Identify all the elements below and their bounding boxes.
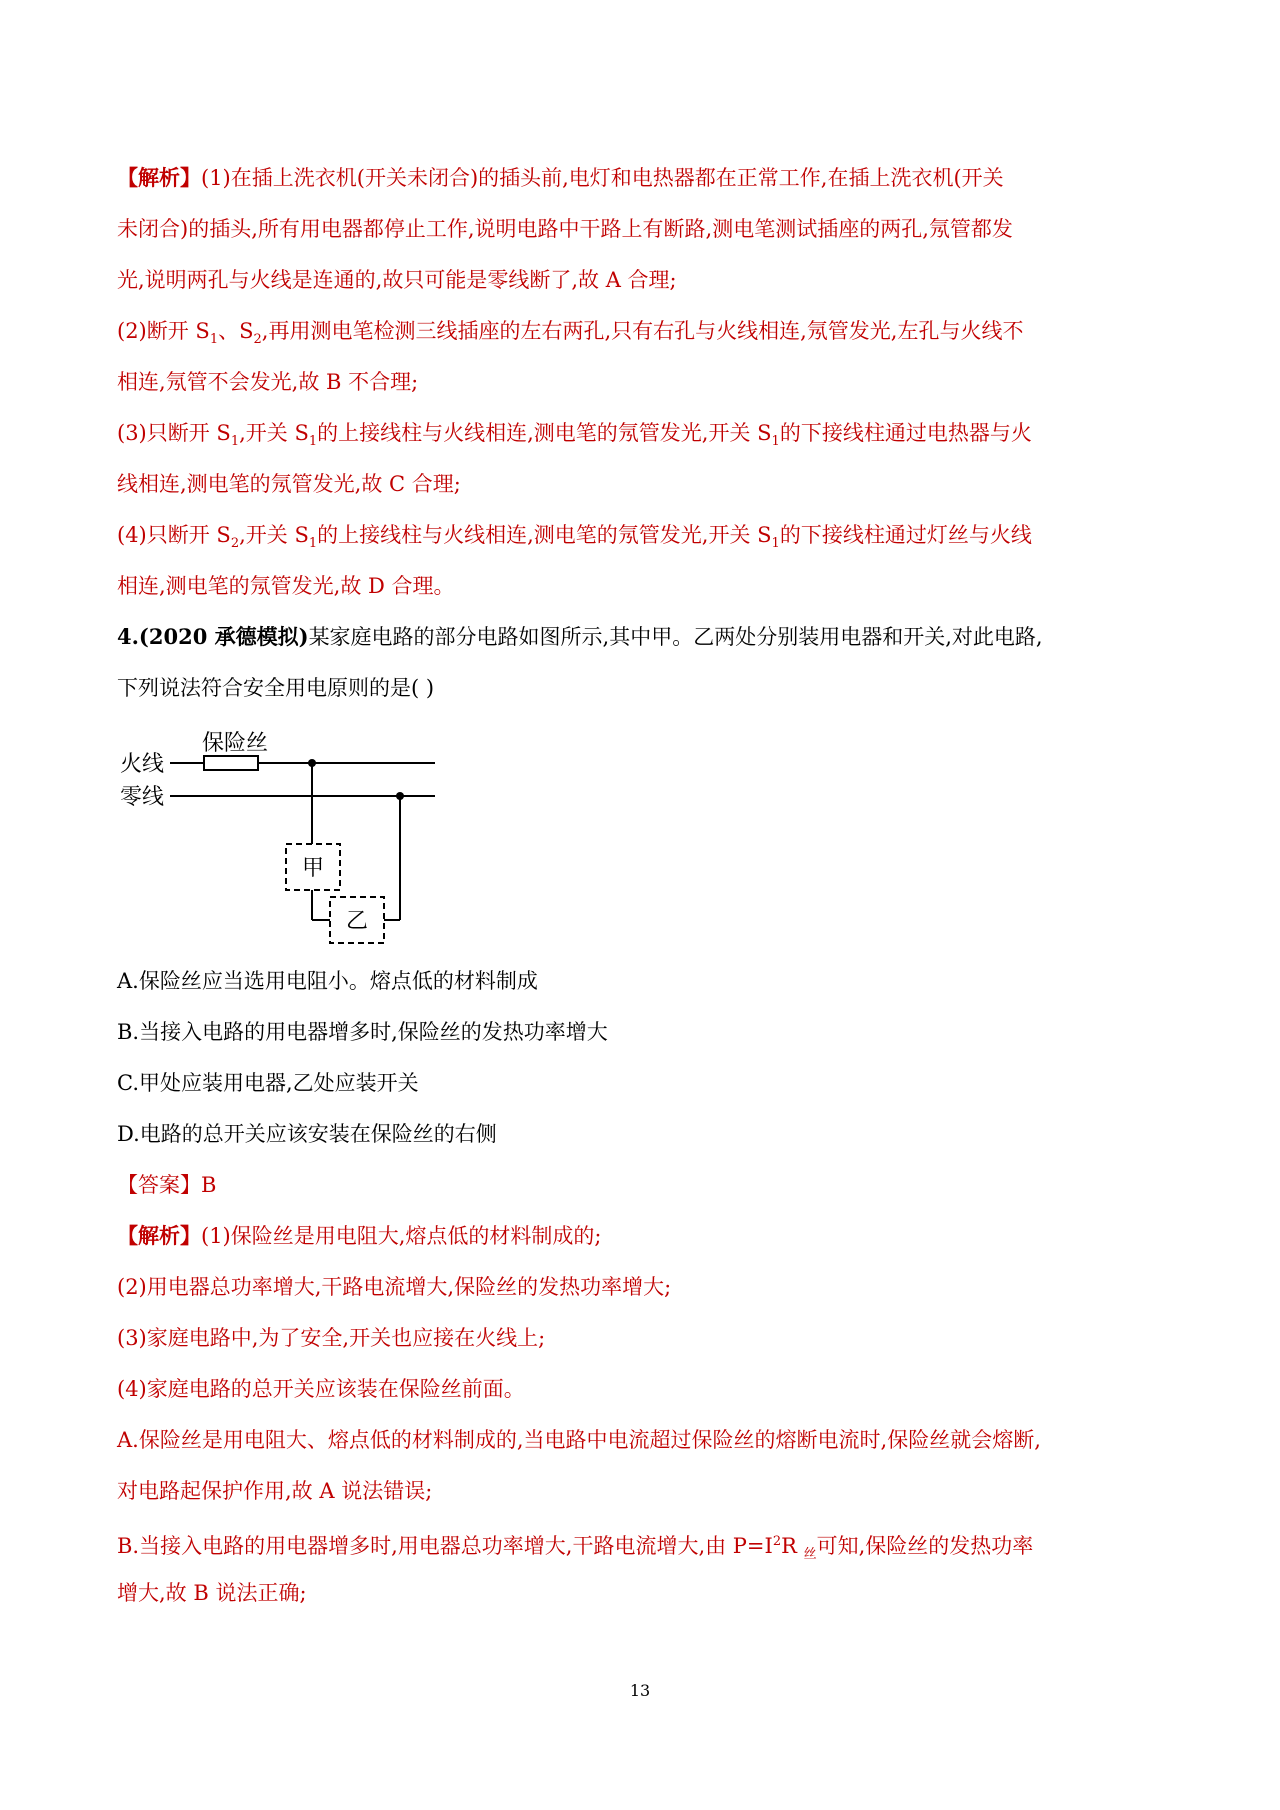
solution-line: 对电路起保护作用,故 A 说法错误;: [117, 1479, 433, 1503]
solution-line: (2)断开 $S_1$、$S_2$,再用测电笔检测三线插座的左右两孔,只有右孔与火线相连,氖管发光,左孔与火线不: [117, 319, 1024, 347]
question-4-line: 下列说法符合安全用电原则的是( ): [117, 676, 435, 700]
solution-line: 相连,氖管不会发光,故 B 不合理;: [117, 370, 419, 394]
solution-line: 相连,测电笔的氖管发光,故 D 合理。: [117, 574, 455, 598]
junction-dot: [308, 759, 316, 767]
junction-dot: [396, 792, 404, 800]
live-wire-label: 火线: [120, 752, 165, 777]
analysis-tag: 【解析】: [117, 165, 201, 190]
solution-line: B.当接入电路的用电器增多时,用电器总功率增大,干路电流增大,由 $P=I^2R$ $_丝$可知,保险丝的发热功率: [117, 1534, 1034, 1562]
option-c: C.甲处应装用电器,乙处应装开关: [117, 1071, 419, 1095]
solution-line: 增大,故 B 说法正确;: [117, 1581, 307, 1605]
box-yi-label: 乙: [346, 909, 369, 934]
answer: 【答案】B: [117, 1173, 217, 1197]
option-d: D.电路的总开关应该安装在保险丝的右侧: [117, 1122, 497, 1146]
option-b: B.当接入电路的用电器增多时,保险丝的发热功率增大: [117, 1020, 608, 1044]
neutral-wire-label: 零线: [120, 785, 165, 810]
solution-line: 线相连,测电笔的氖管发光,故 C 合理;: [117, 472, 461, 496]
solution-line: (4)只断开 $S_2$,开关 $S_1$的上接线柱与火线相连,测电笔的氖管发光,开关 $S_1$的下接线柱通过灯丝与火线: [117, 523, 1032, 551]
solution-line: 光,说明两孔与火线是连通的,故只可能是零线断了,故 A 合理;: [117, 268, 677, 292]
circuit-diagram: [110, 715, 450, 955]
page-number: 13: [629, 1681, 651, 1700]
question-4-line: 4.(2020 承德模拟)某家庭电路的部分电路如图所示,其中甲。乙两处分别装用电器和开关,对此电路,: [117, 624, 1043, 649]
solution-line: (2)用电器总功率增大,干路电流增大,保险丝的发热功率增大;: [117, 1275, 672, 1299]
question-number: 4.(2020 承德模拟): [117, 624, 309, 649]
box-jia-label: 甲: [302, 856, 325, 881]
solution-line: 未闭合)的插头,所有用电器都停止工作,说明电路中干路上有断路,测电笔测试插座的两孔,氖管都发: [117, 217, 1013, 241]
solution-line: (3)家庭电路中,为了安全,开关也应接在火线上;: [117, 1326, 546, 1350]
solution-line: A.保险丝是用电阻大、熔点低的材料制成的,当电路中电流超过保险丝的熔断电流时,保险丝就会熔断,: [117, 1428, 1041, 1452]
fuse-label: 保险丝: [202, 731, 269, 756]
option-a: A.保险丝应当选用电阻小。熔点低的材料制成: [117, 969, 538, 993]
solution-line: (4)家庭电路的总开关应该装在保险丝前面。: [117, 1377, 525, 1401]
solution-line: 【解析】(1)保险丝是用电阻大,熔点低的材料制成的;: [117, 1223, 602, 1248]
solution-line: 【解析】(1)在插上洗衣机(开关未闭合)的插头前,电灯和电热器都在正常工作,在插上洗衣机(开关: [117, 165, 1004, 190]
analysis-tag: 【解析】: [117, 1223, 201, 1248]
fuse-symbol: [204, 756, 258, 770]
solution-line: (3)只断开 $S_1$,开关 $S_1$的上接线柱与火线相连,测电笔的氖管发光,开关 $S_1$的下接线柱通过电热器与火: [117, 421, 1032, 449]
